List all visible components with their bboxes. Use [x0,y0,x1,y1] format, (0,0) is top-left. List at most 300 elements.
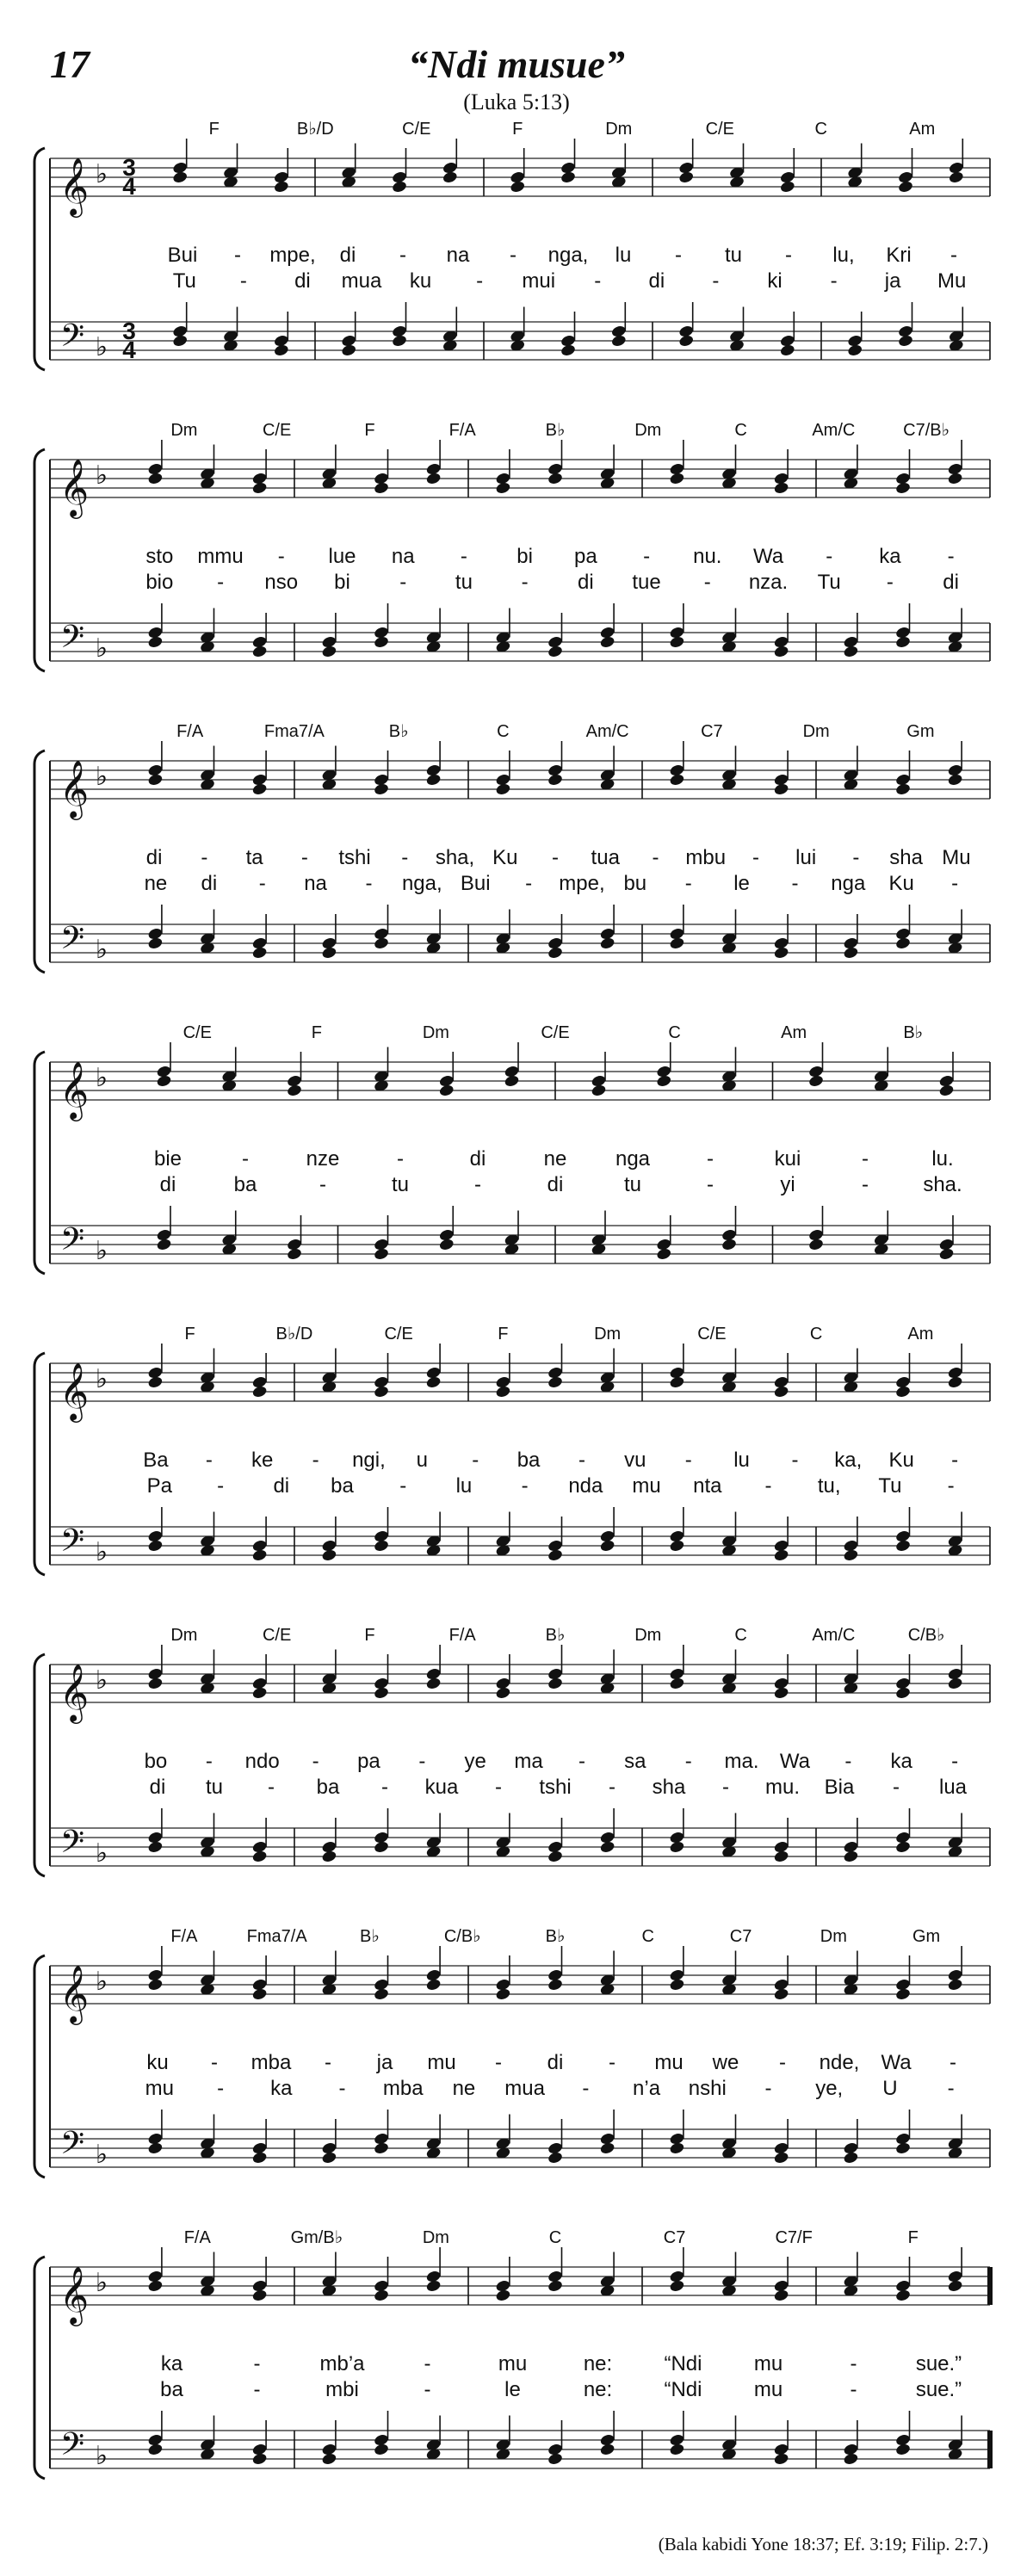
bass-clef-icon: 𝄢 [59,1523,85,1566]
lyric-verse-2: sha. [923,1173,962,1196]
chord-symbol: Dm [634,1626,662,1645]
lyric-verse-2: nso [264,571,299,594]
lyric-verse-2: - [217,571,225,594]
lyric-verse-1: - [785,244,792,267]
treble-note [947,2279,963,2293]
bass-note [251,1548,268,1562]
chord-symbol: Gm [906,722,935,741]
lyric-verse-1: - [578,1449,585,1472]
lyric-verse-1: - [643,545,651,568]
bass-note [773,946,789,960]
lyric-verse-1: ku [146,2051,169,2074]
chord-symbol: F [907,2228,919,2247]
lyric-verse-1: nu. [693,545,722,568]
lyric-verse-2: nda [568,1474,603,1498]
treble-note [425,2279,442,2293]
lyric-verse-1: - [844,1750,852,1773]
lyric-verse-1: lu, [832,244,855,267]
chord-symbol: F/A [183,2228,211,2247]
lyric-verse-1: di [469,1147,486,1171]
system-1 [34,120,990,370]
lyric-verse-2: ne: [583,2378,613,2401]
lyric-verse-2: mu. [764,1776,801,1799]
lyric-verse-2: - [764,1474,772,1498]
lyric-verse-2: Pa [146,1474,173,1498]
chord-symbol: C [734,1626,747,1645]
treble-note [947,472,963,485]
lyric-verse-1: Ba [143,1449,169,1472]
lyric-verse-1: - [951,1449,959,1472]
treble-note [510,180,526,194]
bass-note [847,343,863,357]
lyric-verse-2: nta [693,1474,722,1498]
treble-clef-icon: 𝄞 [59,1665,90,1720]
lyric-verse-1: - [312,1449,319,1472]
lyric-verse-1: - [552,846,559,869]
time-signature-top: 3 [122,318,136,344]
lyric-verse-1: - [752,846,759,869]
system-bracket [34,2257,45,2479]
lyric-verse-2: nga [831,872,866,895]
lyric-verse-1: nze [306,1147,340,1171]
bass-note [895,1539,912,1553]
lyric-verse-1: ja [376,2051,393,2074]
lyric-verse-2: - [791,872,799,895]
bass-note [669,2141,685,2155]
lyric-verse-1: - [779,2051,786,2074]
treble-note [669,472,685,485]
treble-note [425,773,442,787]
lyric-verse-2: - [239,269,247,293]
treble-note [938,1084,955,1097]
lyric-verse-2: sha [652,1776,686,1799]
hymn-number: 17 [50,42,90,86]
lyric-verse-1: mba [251,2051,292,2074]
chord-symbol: F [184,1325,195,1344]
lyric-verse-1: pa [357,1750,380,1773]
bass-note [560,343,577,357]
lyric-verse-2: di [578,571,594,594]
lyric-verse-2: - [381,1776,388,1799]
lyric-verse-1: - [947,545,955,568]
key-signature-flat-icon: ♭ [95,1666,108,1695]
lyric-verse-2: - [319,1173,326,1196]
chord-symbol: Am [909,120,936,139]
bass-note [669,936,685,950]
lyric-verse-2: - [495,1776,502,1799]
treble-note [156,1074,172,1088]
lyric-verse-1: “Ndi [664,2352,702,2375]
treble-note [251,1987,268,2001]
lyric-verse-1: ne [543,1147,567,1171]
lyric-verse-2: Tu [172,269,196,293]
bass-note [547,2452,564,2466]
key-signature-flat-icon: ♭ [95,2140,108,2169]
bass-note [147,2141,164,2155]
lyric-verse-1: nga, [547,244,589,267]
chord-symbol: F [311,1023,322,1042]
bass-note [147,1840,164,1854]
system-5 [34,1325,990,1575]
bass-note [843,1548,859,1562]
treble-note [251,481,268,495]
chord-symbol: C7/B♭ [903,421,950,440]
chord-symbol: Dm [820,1927,847,1946]
lyric-verse-2: Ku [888,872,914,895]
bass-note [251,2452,268,2466]
lyric-verse-2: - [268,1776,275,1799]
bass-clef-icon: 𝄢 [59,1825,85,1867]
lyric-verse-2: mba [382,2077,424,2100]
lyric-verse-2: ba [160,2378,183,2401]
lyric-verse-1: - [949,2051,956,2074]
lyric-verse-2: yi [780,1173,795,1196]
bass-note [843,1850,859,1863]
lyric-verse-2: U [882,2077,898,2100]
treble-note [773,481,789,495]
system-4 [34,1023,990,1274]
key-signature-flat-icon: ♭ [95,1968,108,1996]
bass-note [147,2443,164,2456]
lyric-verse-2: - [893,1776,900,1799]
chord-symbol: C7 [729,1927,752,1946]
chord-symbol: Am/C [812,1626,856,1645]
treble-note [147,472,164,485]
treble-note [669,1978,685,1992]
treble-note [425,1978,442,1992]
bass-note [251,2151,268,2165]
chord-symbol: Dm [170,421,198,440]
key-signature-flat-icon: ♭ [95,1064,108,1092]
system-7 [34,1927,990,2178]
treble-note [495,481,511,495]
lyric-verse-1: mbu [685,846,727,869]
chord-symbol: C [641,1927,655,1946]
treble-note [773,1987,789,2001]
lyric-verse-2: mu [145,2077,175,2100]
lyric-verse-2: kua [424,1776,459,1799]
chord-symbol: C/E [705,120,734,139]
bass-note [843,2452,859,2466]
lyric-verse-2: - [707,1173,714,1196]
lyric-verse-1: lu [733,1449,750,1472]
lyric-verse-1: - [401,846,409,869]
treble-note [547,1677,564,1690]
lyric-verse-1: ka [879,545,901,568]
lyric-verse-1: - [277,545,285,568]
treble-clef-icon: 𝄞 [59,158,90,214]
lyric-verse-2: - [217,1474,225,1498]
bass-note [156,1238,172,1251]
treble-note [442,170,458,184]
treble-note [495,1686,511,1700]
chord-symbol: Dm [605,120,633,139]
lyric-verse-2: - [399,571,407,594]
bass-note [147,1539,164,1553]
lyric-verse-1: - [652,846,659,869]
chord-symbol: C/E [262,421,292,440]
treble-note [947,1375,963,1389]
chord-symbol: B♭/D [296,120,334,139]
chord-symbol: C7 [701,722,723,741]
lyric-verse-2: nza. [748,571,789,594]
lyric-verse-1: sto [145,545,174,568]
lyric-verse-2: di [149,1776,166,1799]
footer-references: (Bala kabidi Yone 18:37; Ef. 3:19; Filip. 2:7.) [658,2534,988,2554]
bass-note [374,1840,390,1854]
bass-note [656,1247,672,1261]
lyric-verse-1: lu. [931,1147,954,1171]
treble-note [251,782,268,796]
bass-clef-icon: 𝄢 [59,2427,85,2469]
lyric-verse-1: - [791,1449,799,1472]
lyric-verse-1: Mu [942,846,971,869]
lyric-verse-1: mu [427,2051,456,2074]
chord-symbol: F [498,1325,509,1344]
lyric-verse-2: - [399,1474,407,1498]
system-2 [34,421,990,671]
bass-note [721,1238,738,1251]
treble-note [547,773,564,787]
lyric-verse-1: - [399,244,406,267]
lyric-verse-2: - [594,269,602,293]
lyric-verse-2: ja [884,269,901,293]
chord-symbol: B♭ [388,722,409,741]
chord-symbol: Am/C [585,722,629,741]
bass-note [669,635,685,649]
chord-symbol: C/E [402,120,431,139]
chord-symbol: C/E [697,1325,727,1344]
chord-symbol: F/A [448,1626,476,1645]
system-bracket [34,1654,45,1876]
lyric-verse-1: ka [160,2352,183,2375]
chord-symbol: Dm [634,421,662,440]
bass-note [599,1840,615,1854]
lyric-verse-1: mb’a [319,2352,365,2375]
key-signature-flat-icon: ♭ [95,936,108,964]
system-bracket [34,1052,45,1274]
lyric-verse-1: - [495,2051,502,2074]
bass-note [147,936,164,950]
lyric-verse-1: - [201,846,208,869]
chord-symbol: C/E [384,1325,413,1344]
bass-note [547,2151,564,2165]
bass-note [773,2452,789,2466]
chord-symbol: Dm [170,1626,198,1645]
chord-symbol: Dm [422,2228,449,2247]
bass-clef-icon: 𝄢 [59,1222,85,1264]
treble-note [425,1677,442,1690]
lyric-verse-1: lu [615,244,632,267]
time-signature-bottom: 4 [122,337,136,363]
treble-note [895,2289,912,2302]
bass-note [547,946,564,960]
lyric-verse-2: - [521,1474,529,1498]
treble-note [504,1074,520,1088]
lyric-verse-1: - [852,846,860,869]
system-bracket [34,449,45,671]
lyric-verse-2: Bui [460,872,491,895]
chord-symbol: C/E [182,1023,212,1042]
bass-note [895,2141,912,2155]
chord-symbol: Am [907,1325,934,1344]
lyric-verse-2: - [476,269,484,293]
chord-symbol: C/E [262,1626,292,1645]
bass-note [287,1247,303,1261]
lyric-verse-2: le [504,2378,521,2401]
treble-note [495,1987,511,2001]
system-bracket [34,1955,45,2178]
bass-clef-icon: 𝄢 [59,620,85,662]
treble-note [147,773,164,787]
lyric-verse-2: di [201,872,218,895]
treble-note [773,1385,789,1399]
chord-symbol: Dm [802,722,830,741]
treble-note [374,481,390,495]
chord-symbol: F [512,120,523,139]
time-signature-top: 3 [122,154,136,181]
bass-note [895,936,912,950]
treble-note [947,1677,963,1690]
lyric-verse-2: - [217,2077,225,2100]
treble-note [425,472,442,485]
treble-note [947,773,963,787]
treble-note [172,170,189,184]
lyric-verse-2: - [474,1173,481,1196]
treble-note [287,1084,303,1097]
bass-note [321,645,337,658]
bass-note [773,2151,789,2165]
lyric-verse-2: mu [632,1474,661,1498]
lyric-verse-1: - [242,1147,249,1171]
lyric-verse-2: Tu [817,571,841,594]
lyric-verse-2: - [951,872,959,895]
lyric-verse-2: - [830,269,838,293]
lyric-verse-2: tue [632,571,661,594]
lyric-verse-1: nga [615,1147,651,1171]
treble-note [147,1375,164,1389]
lyric-verse-1: - [950,244,957,267]
bass-note [599,635,615,649]
lyric-verse-2: ba [233,1173,257,1196]
chord-symbol: Am/C [812,421,856,440]
treble-note [273,180,289,194]
treble-note [895,782,912,796]
bass-note [843,645,859,658]
lyric-verse-2: di [547,1173,564,1196]
lyric-verse-1: mu [498,2352,528,2375]
chord-symbol: C7 [663,2228,686,2247]
lyric-verse-2: - [582,2077,590,2100]
bass-note [895,635,912,649]
lyric-verse-2: - [703,571,711,594]
lyric-verse-2: tu [623,1173,642,1196]
lyric-verse-1: - [418,1750,426,1773]
lyric-verse-1: - [510,244,516,267]
lyric-verse-1: - [205,1449,213,1472]
treble-note [547,2279,564,2293]
chord-symbol: Fma7/A [246,1927,307,1946]
lyric-verse-1: tu [724,244,743,267]
key-signature-flat-icon: ♭ [95,1538,108,1566]
lyric-verse-2: - [862,1173,869,1196]
key-signature-flat-icon: ♭ [95,461,108,490]
lyric-verse-2: di [273,1474,290,1498]
treble-note [495,2289,511,2302]
key-signature-flat-icon: ♭ [95,2269,108,2297]
lyric-verse-1: di [339,244,356,267]
treble-note [669,2279,685,2293]
system-bracket [34,148,45,370]
lyric-verse-1: - [312,1750,319,1773]
treble-note [773,782,789,796]
key-signature-flat-icon: ♭ [95,1839,108,1868]
lyric-verse-2: nga, [401,872,442,895]
bass-note [669,2443,685,2456]
lyric-verse-2: tu, [817,1474,841,1498]
bass-note [843,2151,859,2165]
lyric-verse-1: - [397,1147,404,1171]
lyric-verse-2: ki [767,269,782,293]
treble-note [669,1375,685,1389]
treble-note [560,170,577,184]
treble-note [374,1686,390,1700]
lyric-verse-1: Bui [167,244,198,267]
treble-note [656,1074,672,1088]
bass-note [374,2141,390,2155]
lyric-verse-1: - [472,1449,479,1472]
lyric-verse-1: mpe, [269,244,316,267]
lyric-verse-1: di [547,2051,564,2074]
treble-clef-icon: 𝄞 [59,761,90,817]
lyric-verse-2: - [253,2378,261,2401]
lyric-verse-1: mu [654,2051,684,2074]
bass-note [669,1539,685,1553]
chord-symbol: Dm [422,1023,449,1042]
key-signature-flat-icon: ♭ [95,763,108,791]
lyric-verse-2: di [943,571,959,594]
lyric-verse-1: - [684,1750,692,1773]
lyric-verse-2: - [722,1776,729,1799]
lyric-verse-2: Mu [937,269,967,293]
treble-note [773,2289,789,2302]
lyric-verse-1: ta [245,846,263,869]
lyric-verse-2: n’a [633,2077,661,2100]
bass-note [599,2443,615,2456]
bass-clef-icon: 𝄢 [59,921,85,963]
lyric-verse-1: ma [514,1750,543,1773]
bass-note [773,645,789,658]
lyric-verse-2: ka [270,2077,293,2100]
lyric-verse-1: - [300,846,308,869]
bass-note [779,343,795,357]
chord-symbol: F/A [448,421,476,440]
lyric-verse-2: - [424,2378,431,2401]
lyric-verse-2: - [947,2077,955,2100]
lyric-verse-1: sue.” [915,2352,962,2375]
bass-note [599,1539,615,1553]
lyric-verse-2: tu [455,571,473,594]
lyric-verse-1: ka, [834,1449,863,1472]
chord-symbol: Dm [594,1325,622,1344]
bass-note [321,1548,337,1562]
bass-note [599,936,615,950]
hymn-title: “Ndi musue” [408,42,625,86]
lyric-verse-1: - [684,1449,692,1472]
lyric-verse-1: ke [251,1449,274,1472]
chord-symbol: C [548,2228,562,2247]
bass-note [438,1238,455,1251]
